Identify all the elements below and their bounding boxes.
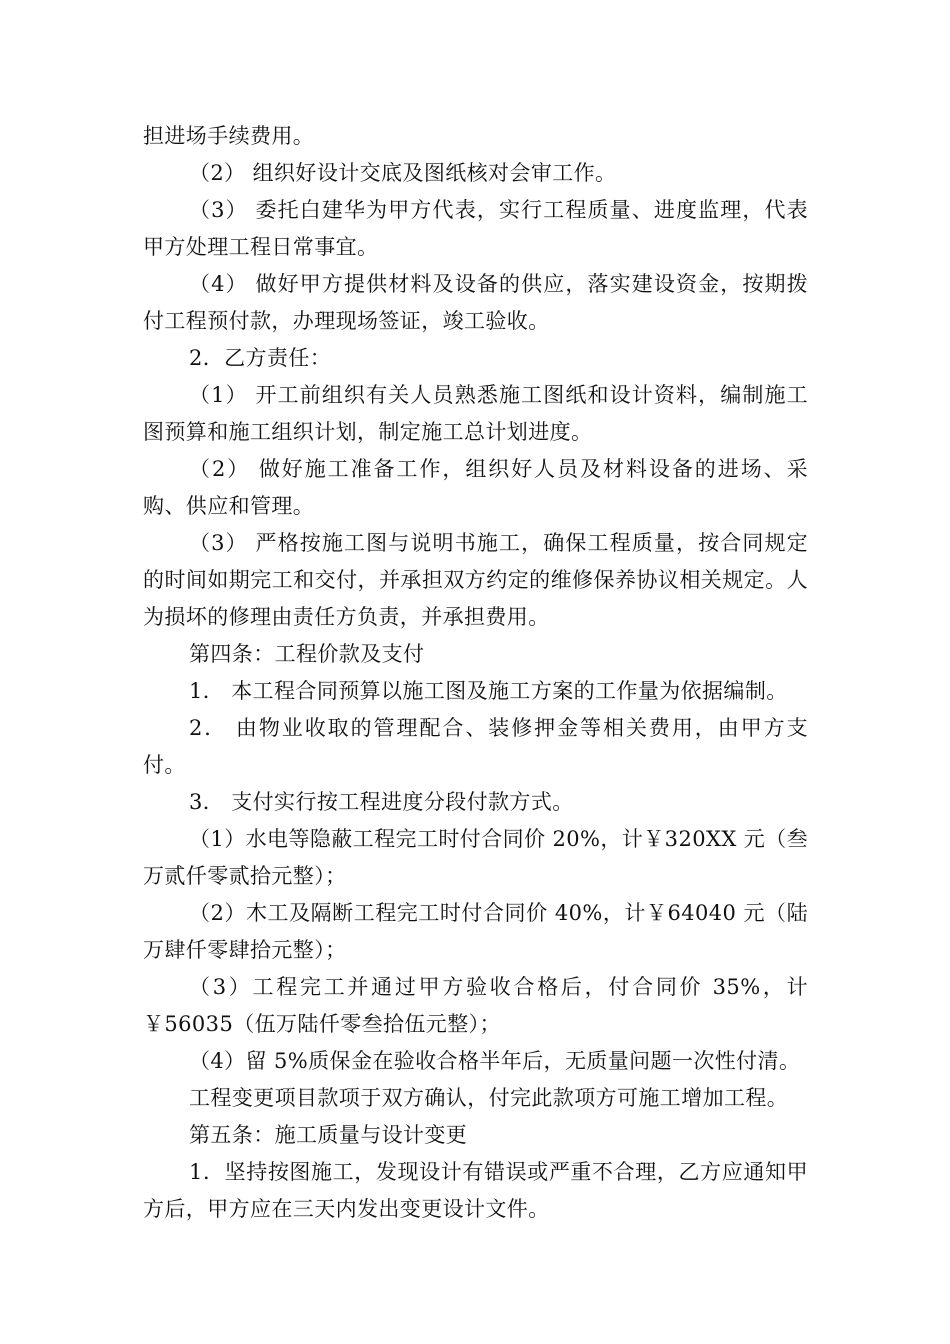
- paragraph-article-4-item-3: 3． 支付实行按工程进度分段付款方式。: [189, 790, 574, 814]
- heading-party-b-duties: 2．乙方责任：: [189, 346, 332, 370]
- heading-article-5: 第五条：施工质量与设计变更: [189, 1123, 468, 1147]
- paragraph-article-4-item-1: 1． 本工程合同预算以施工图及施工方案的工作量为依据编制。: [189, 679, 788, 703]
- paragraph-party-a-item-4: （4） 做好甲方提供材料及设备的供应，落实建设资金，按期拨付工程预付款，办理现场签证，竣工验收。: [143, 272, 808, 333]
- paragraph-change-payment: 工程变更项目款项于双方确认，付完此款项方可施工增加工程。: [189, 1086, 789, 1110]
- paragraph-party-b-item-1: （1） 开工前组织有关人员熟悉施工图纸和设计资料，编制施工图预算和施工组织计划，制定施工总计划进度。: [143, 383, 808, 444]
- paragraph-payment-4: （4）留 5%质保金在验收合格半年后，无质量问题一次性付清。: [189, 1049, 801, 1073]
- paragraph-article-5-item-1: 1．坚持按图施工，发现设计有错误或严重不合理，乙方应通知甲方后，甲方应在三天内发出变更设计文件。: [143, 1160, 808, 1221]
- document-body: [143, 118, 808, 1228]
- heading-article-4: 第四条：工程价款及支付: [189, 642, 425, 666]
- paragraph-payment-3: （3）工程完工并通过甲方验收合格后，付合同价 35%，计￥56035（伍万陆仟零叁拾伍元整）；: [143, 975, 808, 1036]
- paragraph-payment-2: （2）木工及隔断工程完工时付合同价 40%，计￥64040 元（陆万肆仟零肆拾元整）；: [143, 901, 808, 962]
- paragraph-party-b-item-3: （3） 严格按施工图与说明书施工，确保工程质量，按合同规定的时间如期完工和交付，并承担双方约定的维修保养协议相关规定。人为损坏的修理由责任方负责，并承担费用。: [143, 531, 808, 629]
- paragraph-party-b-item-2: （2） 做好施工准备工作，组织好人员及材料设备的进场、采购、供应和管理。: [143, 457, 808, 518]
- paragraph-payment-1: （1）水电等隐蔽工程完工时付合同价 20%，计￥320XX 元（叁万贰仟零贰拾元整）；: [143, 827, 808, 888]
- paragraph-article-4-item-2: 2． 由物业收取的管理配合、装修押金等相关费用，由甲方支付。: [143, 716, 808, 777]
- paragraph-party-a-item-3: （3） 委托白建华为甲方代表，实行工程质量、进度监理，代表甲方处理工程日常事宜。: [143, 198, 808, 259]
- paragraph-continuation: 担进场手续费用。: [143, 124, 315, 148]
- paragraph-party-a-item-2: （2） 组织好设计交底及图纸核对会审工作。: [189, 161, 617, 185]
